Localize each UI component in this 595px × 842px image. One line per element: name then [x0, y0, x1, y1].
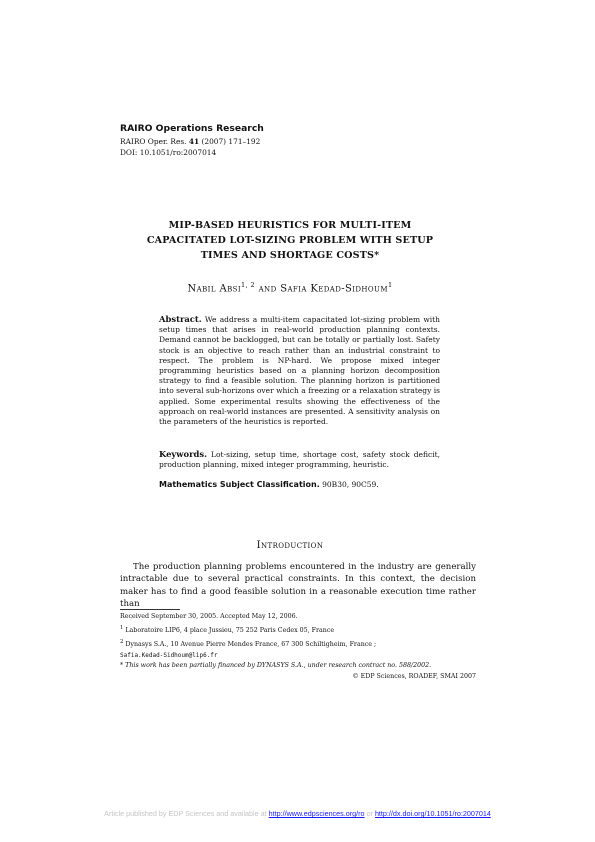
title-line: CAPACITATED LOT-SIZING PROBLEM WITH SETUP: [146, 235, 434, 246]
footnote-2: [120, 637, 480, 651]
journal-header: [120, 123, 264, 158]
edp-sciences-link[interactable]: http://www.edpsciences.org/ro: [268, 809, 365, 818]
watermark-or: or: [366, 809, 373, 818]
author-affiliation-mark: 1, 2: [240, 281, 255, 289]
keywords-text: Lot-sizing, setup time, shortage cost, safety stock deficit, production planning, mixed integer programming, heuristic.: [159, 450, 440, 470]
copyright-text: EDP Sciences, ROADEF, SMAI 2007: [360, 673, 476, 681]
abstract-text: We address a multi-item capacitated lot-sizing problem with setup times that arises in real-world production planning contexts. Demand cannot be backlogged, but can be totally or partially lost. Safety stock is an objective to reach rather than an industrial constraint to respect. The problem is NP-hard. We propose mixed integer programming heuristics based on a planning horizon decomposition strategy to find a feasible solution. The planning horizon is partitioned into several sub-horizons over which a freezing or a relaxation strategy is applied. Some experimental results showing the effectiveness of the approach on real-world instances are presented. A sensitivity analysis on the parameters of the heuristics is reported.: [159, 315, 440, 427]
introduction-text: The production planning problems encountered in the industry are generally intractable due to several practical constraints. In this context, the decision maker has to find a good feasible solution in a reasonable execution time rather than: [120, 562, 476, 609]
journal-citation: [120, 136, 264, 147]
msc-text: 90B30, 90C59.: [322, 480, 379, 489]
footnote-text: This work has been partially financed by DYNASYS S.A., under research contract no. 588/2002.: [125, 662, 432, 670]
copyright-symbol: ©: [352, 673, 359, 681]
footnote-mark: 2: [120, 638, 124, 645]
introduction-paragraph: [120, 561, 476, 610]
footnote-text: Dynasys S.A., 10 Avenue Pierre Mendes France, 67 300 Schiltigheim, France ;: [125, 640, 377, 648]
publisher-watermark: [0, 809, 595, 818]
journal-volume: 41: [188, 137, 200, 146]
keywords-label: Keywords.: [159, 449, 207, 459]
author-email: Safia.Kedad-Sidhoum@lip6.fr: [120, 651, 218, 659]
journal-doi: DOI: 10.1051/ro:2007014: [120, 148, 217, 157]
copyright-notice: [120, 672, 476, 683]
abstract-label: Abstract.: [159, 314, 202, 324]
keywords: [159, 449, 440, 470]
footnote-text: Laboratoire LIP6, 4 place Jussieu, 75 252 Paris Cedex 05, France: [125, 626, 335, 634]
section-heading: Introduction: [256, 540, 324, 551]
footnote-mark: *: [120, 662, 124, 670]
footnote-mark: 1: [120, 624, 124, 631]
watermark-prefix: Article published by EDP Sciences and available at: [104, 809, 267, 818]
journal-name: RAIRO Operations Research: [120, 123, 264, 134]
footnote-funding: [120, 661, 480, 672]
received-date: Received September 30, 2005. Accepted May 12, 2006.: [120, 613, 298, 620]
abstract: [159, 314, 440, 427]
paper-title: [100, 218, 480, 263]
footnote-divider: [120, 609, 180, 610]
author-list: [100, 281, 480, 294]
title-line: TIMES AND SHORTAGE COSTS*: [200, 250, 380, 261]
msc-label: Mathematics Subject Classification.: [159, 480, 320, 489]
footnote-1: [120, 623, 480, 637]
citation-prefix: RAIRO Oper. Res.: [120, 137, 187, 146]
author-conjunction: and: [258, 283, 277, 295]
title-line: MIP-BASED HEURISTICS FOR MULTI-ITEM: [168, 220, 412, 231]
footnotes: [120, 612, 480, 683]
math-subject-classification: [159, 480, 440, 490]
doi-link[interactable]: http://dx.doi.org/10.1051/ro:2007014: [374, 809, 491, 818]
author-name: Safia Kedad-Sidhoum: [280, 283, 388, 295]
citation-suffix: (2007) 171–192: [201, 137, 261, 146]
author-name: Nabil Absi: [187, 283, 241, 295]
author-affiliation-mark: 1: [387, 281, 393, 289]
